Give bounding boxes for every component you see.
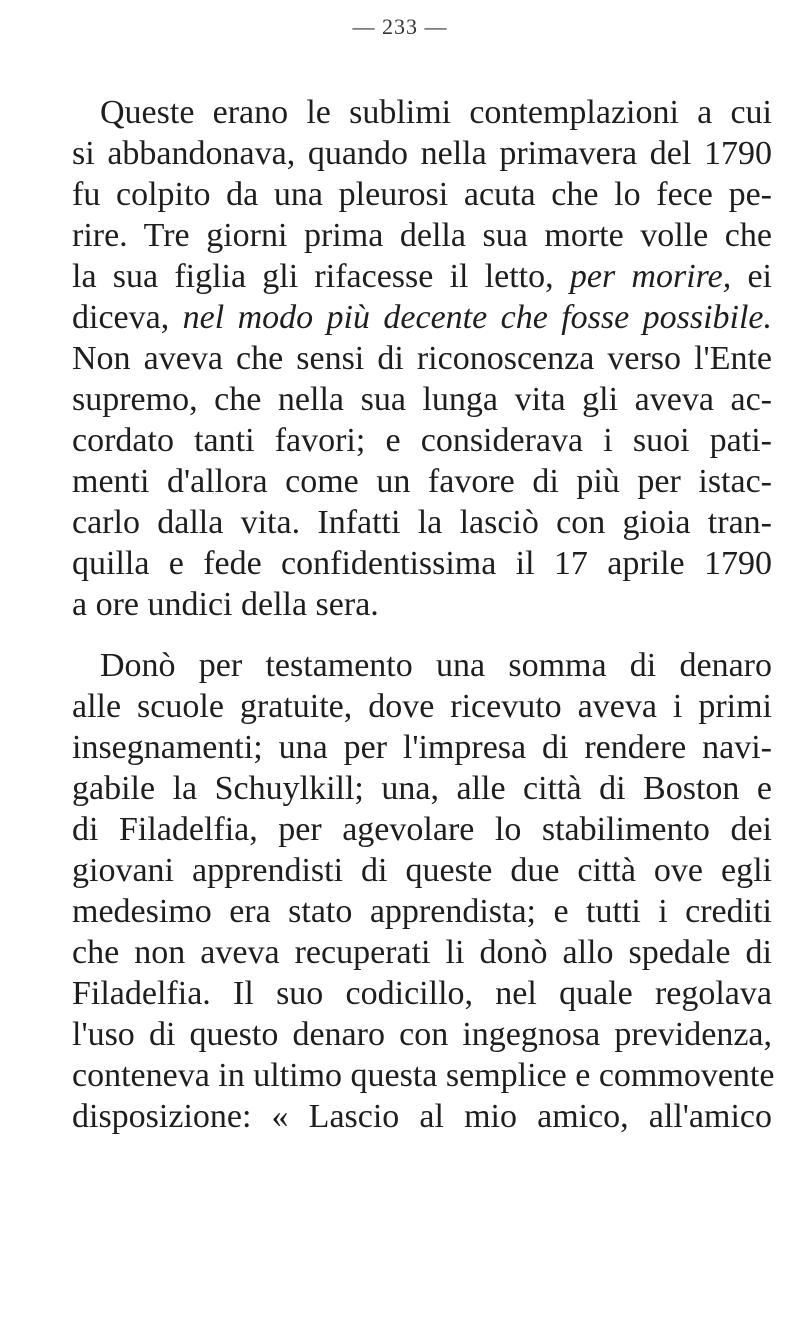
text-line: [72, 645, 772, 686]
text-line: [72, 297, 772, 338]
text-segment: disposizione: « Lascio al mio amico, all'amico: [72, 1098, 772, 1135]
text-segment: insegnamenti; una per l'impresa di rendere navi-: [72, 729, 772, 766]
text-segment: menti d'allora come un favore di più per istac-: [72, 463, 772, 500]
text-segment: ei: [731, 258, 773, 295]
text-segment: carlo dalla vita. Infatti la lasciò con gioia tran-: [72, 504, 772, 541]
text-line: [72, 133, 772, 174]
text-line: [72, 727, 772, 768]
text-line: [72, 543, 772, 584]
text-line: [72, 174, 772, 215]
text-line: [72, 1055, 775, 1096]
page-number-header: — 233 —: [352, 14, 448, 39]
text-line: [72, 891, 772, 932]
text-segment: di Filadelfia, per agevolare lo stabilimento dei: [72, 811, 772, 848]
text-segment: l'uso di questo denaro con ingegnosa previdenza,: [72, 1016, 772, 1053]
text-segment: a ore undici della sera.: [72, 586, 379, 623]
text-segment: fu colpito da una pleurosi acuta che lo fece pe-: [72, 176, 772, 213]
text-line: [72, 420, 772, 461]
text-line: [72, 768, 772, 809]
text-segment: Filadelfia. Il suo codicillo, nel quale regolava: [72, 975, 772, 1012]
text-segment: Donò per testamento una somma di denaro: [100, 647, 772, 684]
text-line: [72, 379, 772, 420]
text-line: [72, 92, 772, 133]
italic-text-segment: nel modo più decente che fosse possibile.: [182, 299, 773, 336]
text-line: [72, 256, 772, 297]
text-segment: Queste erano le sublimi contemplazioni a cui: [100, 94, 772, 131]
text-line: [72, 338, 772, 379]
text-line: [72, 1014, 772, 1055]
text-segment: Non aveva che sensi di riconoscenza verso l'Ente: [72, 340, 772, 377]
text-segment: diceva,: [72, 299, 183, 336]
text-line: [72, 502, 772, 543]
text-line: [72, 215, 772, 256]
text-segment: conteneva in ultimo questa semplice e commovente: [72, 1057, 775, 1094]
text-line: [72, 584, 772, 625]
text-segment: quilla e fede confidentissima il 17 aprile 1790: [72, 545, 772, 582]
text-segment: la sua figlia gli rifacesse il letto,: [72, 258, 570, 295]
text-line: [72, 461, 772, 502]
italic-text-segment: per morire,: [569, 258, 732, 295]
body-text: [72, 92, 775, 1137]
text-line: [72, 686, 772, 727]
text-segment: supremo, che nella sua lunga vita gli aveva ac-: [72, 381, 772, 418]
text-line: [72, 850, 772, 891]
text-segment: alle scuole gratuite, dove ricevuto aveva i primi: [72, 688, 772, 725]
text-line: [72, 809, 772, 850]
text-segment: medesimo era stato apprendista; e tutti i crediti: [72, 893, 772, 930]
text-segment: si abbandonava, quando nella primavera del 1790: [72, 135, 772, 172]
text-line: [72, 932, 772, 973]
text-segment: giovani apprendisti di queste due città ove egli: [72, 852, 772, 889]
text-segment: che non aveva recuperati li donò allo spedale di: [72, 934, 772, 971]
text-line: [72, 973, 772, 1014]
text-segment: gabile la Schuylkill; una, alle città di Boston e: [72, 770, 772, 807]
text-segment: rire. Tre giorni prima della sua morte volle che: [72, 217, 772, 254]
text-line: [72, 1096, 772, 1137]
text-segment: cordato tanti favori; e considerava i suoi pati-: [72, 422, 772, 459]
